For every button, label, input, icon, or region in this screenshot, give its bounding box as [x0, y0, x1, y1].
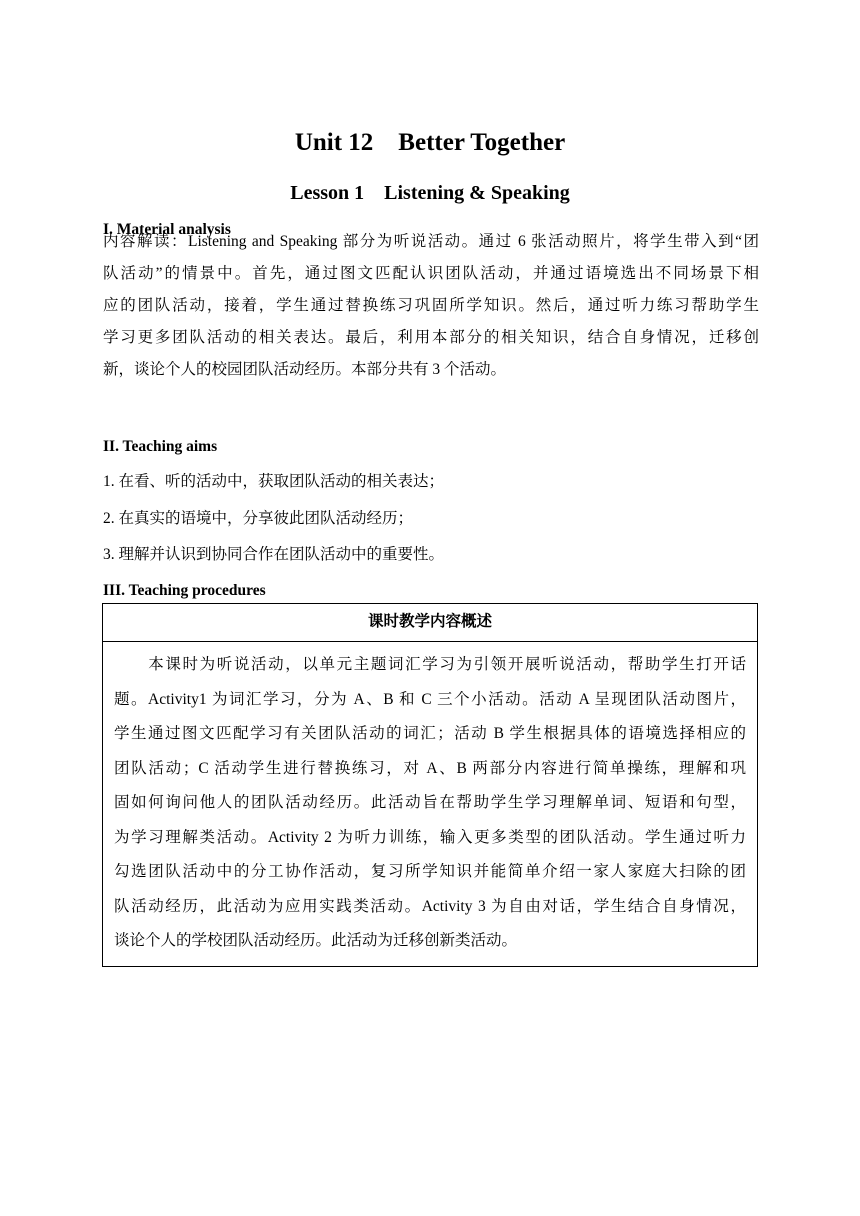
table-body-cell: [103, 642, 757, 959]
paragraph-line: 学习更多团队活动的相关表达。最后，利用本部分的相关知识，结合自身情况，迁移创: [103, 329, 759, 346]
table-line: 勾选团队活动中的分工协作活动，复习所学知识并能简单介绍一家人家庭大扫除的团: [114, 863, 746, 880]
aim-item-3: 3. 理解并认识到协同合作在团队活动中的重要性。: [103, 546, 445, 563]
table-line: 固如何询问他人的团队活动经历。此活动旨在帮助学生学习理解单词、短语和句型，: [114, 794, 746, 811]
unit-title: Unit 12 Better Together: [294, 129, 566, 156]
table-line: 队活动经历，此活动为应用实践类活动。Activity 3 为自由对话，学生结合自身情况，: [114, 897, 746, 915]
paragraph-line: 应的团队活动，接着，学生通过替换练习巩固所学知识。然后，通过听力练习帮助学生: [103, 297, 759, 314]
lesson-title: Lesson 1 Listening & Speaking: [290, 182, 570, 204]
teaching-aims-heading: II. Teaching aims: [103, 438, 218, 455]
table-line: 团队活动；C 活动学生进行替换练习，对 A、B 两部分内容进行简单操练，理解和巩: [114, 759, 746, 777]
material-analysis-paragraph: [103, 226, 759, 386]
paragraph-line: 新，谈论个人的校园团队活动经历。本部分共有 3 个活动。: [103, 361, 507, 378]
table-header-cell: 课时教学内容概述: [103, 604, 757, 642]
table-line: 题。Activity1 为词汇学习，分为 A、B 和 C 三个小活动。活动 A 呈现团队活动图片，: [114, 690, 746, 708]
table-line: 本课时为听说活动，以单元主题词汇学习为引领开展听说活动，帮助学生打开话: [114, 656, 746, 673]
aim-item-2: 2. 在真实的语境中，分享彼此团队活动经历；: [103, 510, 414, 527]
table-line: 为学习理解类活动。Activity 2 为听力训练，输入更多类型的团队活动。学生通过听力: [114, 828, 746, 846]
paragraph-line: 队活动”的情景中。首先，通过图文匹配认识团队活动，并通过语境选出不同场景下相: [103, 265, 759, 282]
table-line: 学生通过图文匹配学习有关团队活动的词汇；活动 B 学生根据具体的语境选择相应的: [114, 725, 746, 742]
paragraph-line: 内容解读：Listening and Speaking 部分为听说活动。通过 6 张活动照片，将学生带入到“团: [103, 233, 759, 250]
procedures-table: [102, 603, 758, 967]
table-line: 谈论个人的学校团队活动经历。此活动为迁移创新类活动。: [114, 932, 518, 949]
aim-item-1: 1. 在看、听的活动中，获取团队活动的相关表达；: [103, 473, 445, 490]
material-analysis-heading: I. Material analysis: [103, 221, 231, 238]
teaching-procedures-heading: III. Teaching procedures: [103, 582, 266, 599]
